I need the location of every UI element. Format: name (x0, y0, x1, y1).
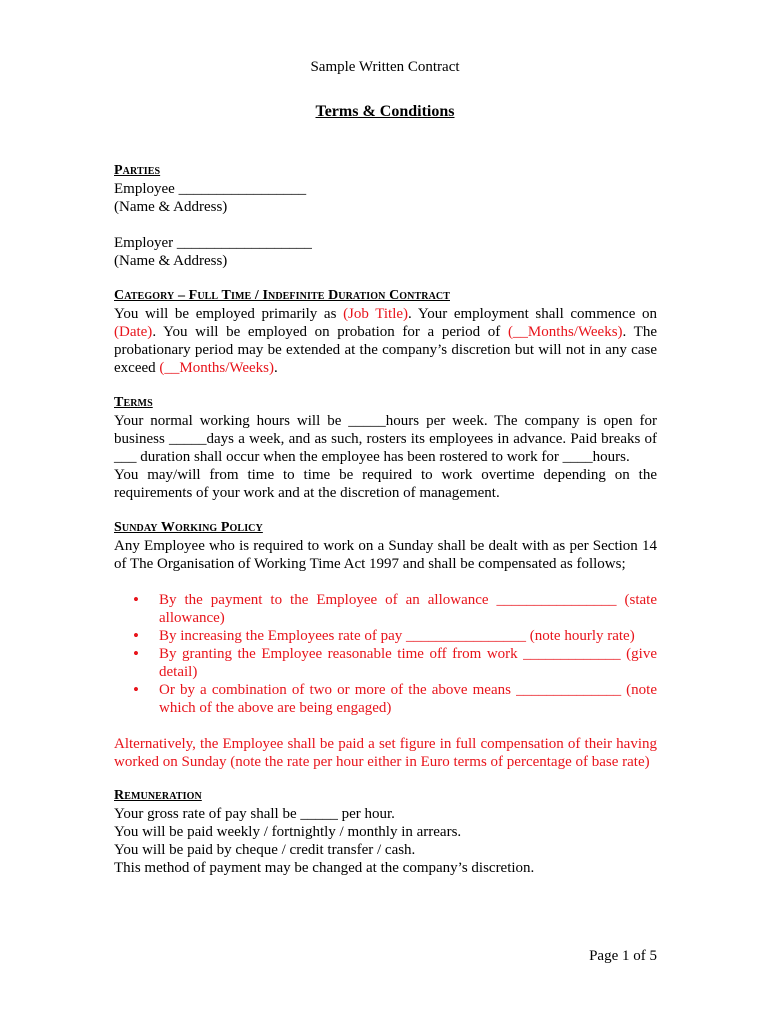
remuneration-section (114, 787, 657, 877)
list-item (114, 591, 657, 627)
terms-paragraph-2: You may/will from time to time be required to work overtime depending on the requirements of your work and at the discretion of management. (114, 467, 657, 501)
sunday-section (114, 519, 657, 771)
remuneration-line: You will be paid by cheque / credit transfer / cash. (114, 842, 416, 858)
employer-note: (Name & Address) (114, 253, 228, 269)
date-placeholder: (Date) (114, 324, 153, 340)
sunday-alternative: Alternatively, the Employee shall be paid a set figure in full compensation of their having worked on Sunday (note the rate per hour either in Euro terms of percentage of base rate) (114, 736, 657, 770)
parties-section (114, 162, 657, 270)
list-item (114, 681, 657, 717)
employee-line: Employee _________________ (114, 181, 307, 197)
category-text-1: You will be employed primarily as (114, 306, 344, 322)
job-title-placeholder: (Job Title) (343, 306, 409, 322)
sunday-bullet-list (114, 591, 657, 717)
terms-section-heading: Terms (114, 395, 153, 410)
page-number: Page 1 of 5 (589, 948, 657, 964)
terms-heading: Terms & Conditions (315, 103, 455, 120)
bullet-text: By granting the Employee reasonable time off from work _____________ (give detail) (159, 646, 657, 680)
bullet-text: Or by a combination of two or more of the above means ______________ (note which of the above are being engaged) (159, 682, 657, 716)
terms-paragraph-1: Your normal working hours will be _____hours per week. The company is open for business _____days a week, and as such, rosters its employees in advance. Paid breaks of ___ duration shall occur when the employee has been rostered to work for ____hours. (114, 413, 657, 465)
document-title: Sample Written Contract (310, 59, 460, 75)
list-item (114, 645, 657, 681)
bullet-icon: • (133, 590, 139, 609)
bullet-text: By increasing the Employees rate of pay ________________ (note hourly rate) (159, 628, 635, 644)
list-item (114, 627, 657, 645)
remuneration-line: Your gross rate of pay shall be _____ per hour. (114, 806, 395, 822)
category-text-3: . You will be employed on probation for a period of (152, 324, 508, 340)
employee-note: (Name & Address) (114, 199, 228, 215)
bullet-icon: • (133, 644, 139, 663)
bullet-icon: • (133, 626, 139, 645)
terms-section (114, 394, 657, 502)
parties-heading: Parties (114, 163, 161, 178)
category-text-2: . Your employment shall commence on (408, 306, 657, 322)
category-paragraph (114, 305, 657, 377)
category-section (114, 287, 657, 377)
probation-period-placeholder: (__Months/Weeks) (507, 324, 623, 340)
category-text-4: . The probationary period may be extended at the company’s discretion but will not in any case exceed (114, 324, 657, 376)
bullet-text: By the payment to the Employee of an allowance ________________ (state allowance) (159, 592, 657, 626)
sunday-intro: Any Employee who is required to work on a Sunday shall be dealt with as per Section 14 of The Organisation of Working Time Act 1997 and shall be compensated as follows; (114, 538, 657, 572)
category-text-5: . (274, 360, 278, 376)
employer-line: Employer __________________ (114, 235, 312, 251)
remuneration-heading: Remuneration (114, 788, 202, 803)
bullet-icon: • (133, 680, 139, 699)
category-heading: Category – Full Time / Indefinite Duration Contract (114, 288, 450, 303)
remuneration-line: This method of payment may be changed at the company’s discretion. (114, 860, 535, 876)
sunday-heading: Sunday Working Policy (114, 520, 263, 535)
probation-max-placeholder: (__Months/Weeks) (159, 360, 274, 376)
remuneration-line: You will be paid weekly / fortnightly / monthly in arrears. (114, 824, 462, 840)
